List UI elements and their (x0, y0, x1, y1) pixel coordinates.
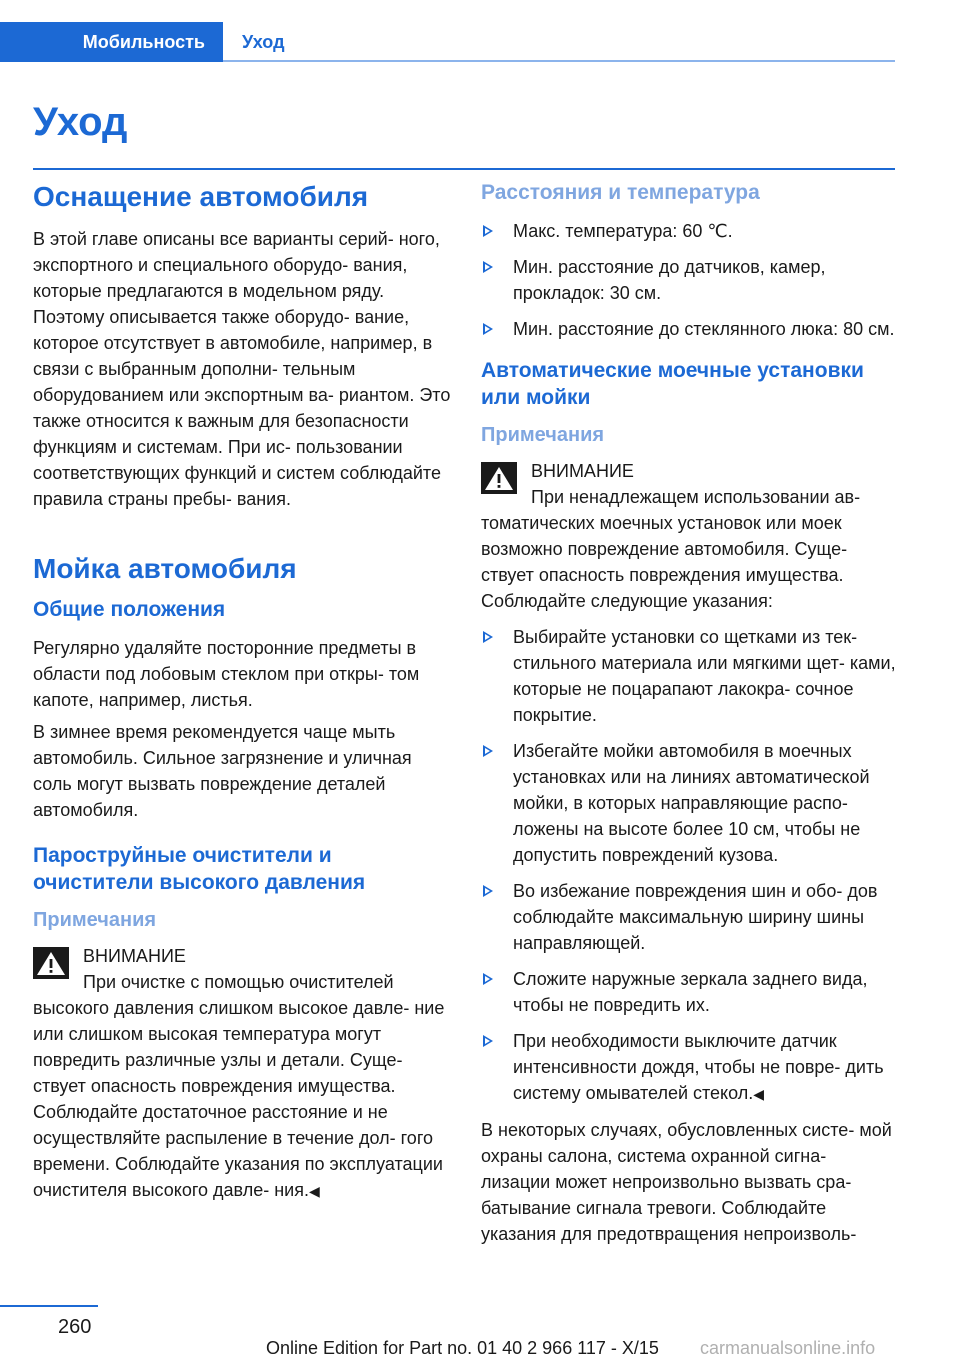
end-mark: ◀ (308, 1182, 320, 1199)
warning-icon (481, 462, 517, 494)
triangle-bullet-icon (483, 323, 493, 335)
section-title-equipment: Оснащение автомобиля (33, 181, 369, 212)
list-item: Мин. расстояние до стеклянного люка: 80 см. (481, 316, 897, 342)
page-title: Уход (33, 100, 128, 144)
warning-block-right (481, 458, 897, 614)
general-paragraph-2: В зимнее время рекомендуется чаще мыть автомобиль. Сильное загрязнение и уличная соль могут вызвать повреждение деталей автомобиля. (33, 722, 412, 821)
subsection-distances: Расстояния и температура (481, 181, 760, 204)
triangle-bullet-icon (483, 973, 493, 985)
triangle-bullet-icon (483, 745, 493, 757)
page-header (0, 0, 960, 62)
list-item: Сложите наружные зеркала заднего вида, чтобы не повредить их. (481, 966, 897, 1018)
tab-mobility[interactable]: Мобильность (0, 22, 223, 62)
notes-heading: Примечания (33, 908, 157, 931)
triangle-bullet-icon (483, 631, 493, 643)
list-item: При необходимости выключите датчик интенсивности дождя, чтобы не повре- дить систему омывателей стекол.◀ (481, 1028, 897, 1107)
warning-text-right: При ненадлежащем использовании ав- томатических моечных установок или моек возможно повреждение автомобиля. Суще- ствует опасность повреждения имущества. Соблюдайте следующие указания: (481, 486, 861, 611)
tab-care[interactable]: Уход (242, 31, 285, 52)
subsection-auto-wash: Автоматические моечные установки или мойки (481, 359, 864, 409)
page-number: 260 (58, 1316, 92, 1338)
warning-text: При очистке с помощью очистителей высокого давления слишком высокое давле- ние или слишком высокая температура могут повредить различные узлы и детали. Суще- ствует опасность повреждения имущества. Соблюдайте достаточное расстояние и не осуществляйте распыление в течение дол- гого времени. Соблюдайте указания по эксплуатации очистителя высокого давле- ния. (33, 971, 445, 1200)
closing-paragraph: В некоторых случаях, обусловленных систе- мой охраны салона, система охранной сигна- лизации может непроизвольно вызвать сра- батывание сигнала тревоги. Соблюдайте указания для предотвращения непроизволь- (481, 1119, 892, 1244)
triangle-bullet-icon (483, 885, 493, 897)
subsection-pressure-washers: Пароструйные очистители и очистители высокого давления (33, 844, 366, 894)
list-item: Избегайте мойки автомобиля в моечных установках или на линиях автоматической мойки, в которых направляющие распо- ложены на высоте более 10 см, чтобы не допустить повреждений кузова. (481, 738, 897, 868)
auto-wash-list (481, 624, 897, 1107)
list-item: Выбирайте установки со щетками из тек- стильного материала или мягкими щет- ками, которые не поцарапают лакокра- сочное покрытие. (481, 624, 897, 728)
general-paragraph-1: Регулярно удаляйте посторонние предметы в области под лобовым стеклом при откры- том капоте, например, листья. (33, 638, 420, 711)
right-column (481, 180, 897, 1253)
triangle-bullet-icon (483, 261, 493, 273)
header-rule (223, 60, 895, 62)
warning-block (33, 943, 451, 1204)
warning-icon (33, 947, 69, 979)
left-column (33, 180, 451, 1214)
equipment-paragraph: В этой главе описаны все варианты серий- ного, экспортного и специального оборудо- вания, которые предлагаются в модельном ряду. Поэтому описывается также оборудо- вание, которое отсутствует в автомобиле, например, в связи с выбранным дополни- тельным оборудованием или экспортным ва- риантом. Это также относится к важным для безопасности функциям и системам. При ис- пользовании соответствующих функций и систем соблюдайте правила страны пребы- вания. (33, 228, 451, 509)
notes-heading-right: Примечания (481, 423, 605, 446)
warning-heading: ВНИМАНИЕ (83, 945, 186, 966)
subsection-general: Общие положения (33, 598, 226, 622)
list-item: Во избежание повреждения шин и обо- дов соблюдайте максимальную ширину шины направляющей. (481, 878, 897, 956)
watermark: carmanualsonline.info (700, 1338, 876, 1358)
footer-rule (0, 1305, 98, 1307)
section-title-washing: Мойка автомобиля (33, 552, 297, 584)
list-item: Мин. расстояние до датчиков, камер, прокладок: 30 см. (481, 254, 897, 306)
edition-note: Online Edition for Part no. 01 40 2 966 117 - X/15 (266, 1338, 659, 1358)
triangle-bullet-icon (483, 1035, 493, 1047)
triangle-bullet-icon (483, 225, 493, 237)
distances-list (481, 218, 897, 342)
title-rule (33, 168, 895, 170)
warning-heading-right: ВНИМАНИЕ (531, 460, 634, 481)
end-mark: ◀ (753, 1085, 765, 1102)
list-item: Макс. температура: 60 ℃. (481, 218, 897, 244)
